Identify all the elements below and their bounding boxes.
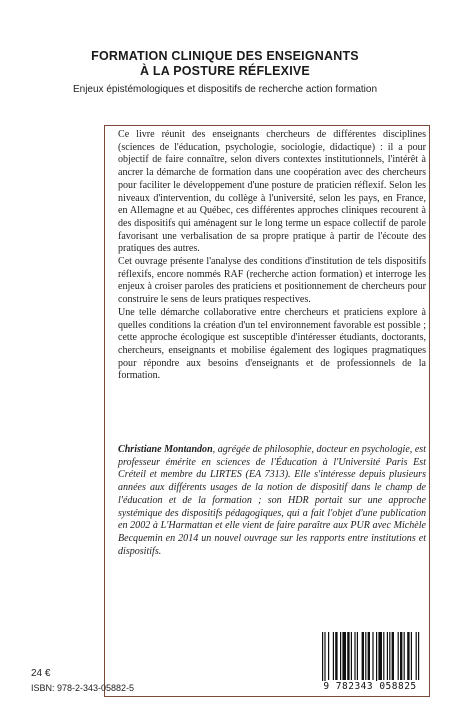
barcode-number: 9 782343 058825 [314,681,426,692]
barcode-bar [335,632,337,680]
book-title-line-1: FORMATION CLINIQUE DES ENSEIGNANTS [91,49,359,63]
barcode-bar [362,632,364,680]
barcode-bar [387,632,388,680]
barcode-bar [322,632,323,682]
book-subtitle: Enjeux épistémologiques et dispositifs de recherche action formation [72,84,378,95]
barcode-bar [354,632,355,680]
barcode-bar [392,632,394,680]
blurb-paragraph-2: Cet ouvrage présente l'analyse des conditions d'institution de tels dispositifs réflexifs, encore nommés RAF (recherche action formation) et interroge les enjeux à croiser paroles des praticiens et positionnement de chercheurs pour construire le sens de leurs pratiques respectives. [118,256,426,306]
barcode-bar [404,632,405,680]
author-bio-text: , agrégée de philosophie, docteur en psychologie, est professeur émérite en sciences de l'Éducation à l'Université Paris Est Créteil et membre du LIRTES (EA 7313). Elle s'intéresse depuis plusieurs années aux différents usages de la notion de dispositif dans le champ de l'éducation et de la formation ; son HDR portait sur une approche systémique des dispositifs pédagogiques, qui a fait l'objet d'une publication en 2002 à L'Harmattan et elle vient de faire paraître aux PUR avec Michèle Becquemin en 2014 un nouvel ouvrage sur les rapports entre institutions et dispositifs. [118,444,426,557]
barcode-bar [400,632,402,680]
barcode-bar [342,632,346,680]
barcode-bar [351,632,352,680]
barcode-bar [324,632,325,682]
isbn-label: ISBN: 978-2-343-05882-5 [31,683,135,693]
barcode-bar [398,632,399,680]
author-name: Christiane Montandon [118,444,213,455]
barcode-bar [365,632,366,680]
barcode [314,630,426,694]
book-title-line-2: À LA POSTURE RÉFLEXIVE [140,64,310,78]
barcode-bar [357,632,358,680]
barcode-bar [418,632,419,680]
author-bio [118,444,426,558]
barcode-bar [378,632,382,680]
barcode-bar [340,632,341,680]
barcode-bars-icon [314,630,426,682]
barcode-bar [407,632,409,680]
barcode-bar [416,632,417,680]
blurb-paragraph-1: Ce livre réunit des enseignants chercheurs de différentes disciplines (sciences de l'éducation, psychologie, sociologie, didactique) : il a pour objectif de faire connaître, selon divers contextes institutionnels, l'intérêt à ancrer la démarche de formation dans une coopération avec des chercheurs pour faciliter le développement d'une posture de praticien réflexif. Selon les niveaux d'intervention, du collège à l'université, selon les pays, en France, en Allemagne et au Québec, ces différentes approches cliniques recourent à des dispositifs qui aménagent sur le long terme un espace collectif de parole favorisant une verbalisation de sa propre pratique à partir de l'écoute des pratiques des autres. [118,129,426,255]
blurb-paragraph-3: Une telle démarche collaborative entre chercheurs et praticiens explore à quelles conditions la création d'un tel environnement favorable est possible ; cette approche écologique est susceptible d'intéresser étudiants, doctorants, chercheurs, enseignants et mobilise également des logiques pragmatiques pour répondre aux besoins d'enseignants et de professionnels de la formation. [118,306,426,382]
barcode-bar [333,632,334,680]
price-label: 24 € [31,668,51,679]
barcode-bar [347,632,349,680]
barcode-bar [411,632,412,680]
barcode-bar [372,632,373,680]
barcode-bar [383,632,384,680]
blurb-text [118,129,426,383]
barcode-bar [389,632,390,680]
barcode-bar [376,632,377,682]
barcode-bar [368,632,370,680]
barcode-bar [328,632,329,680]
